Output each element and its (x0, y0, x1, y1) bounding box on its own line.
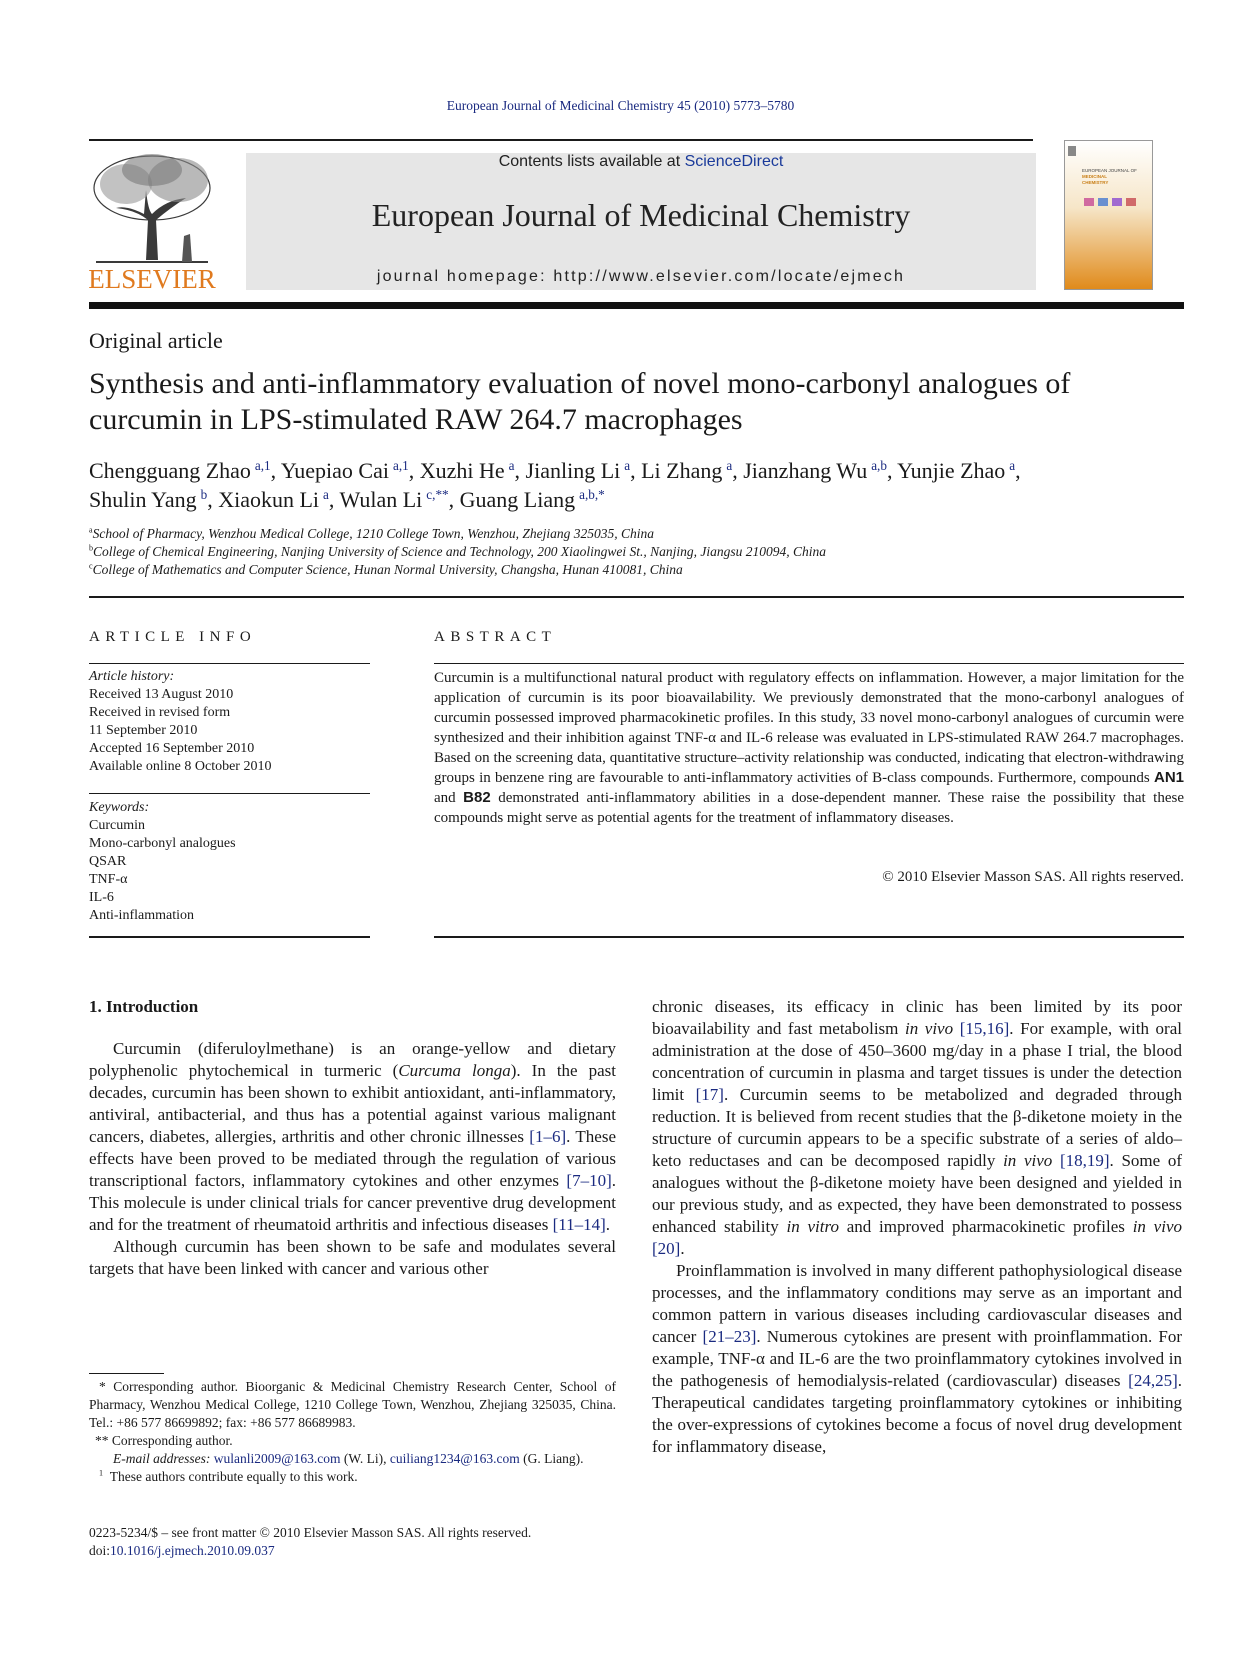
journal-title: European Journal of Medicinal Chemistry (371, 197, 911, 233)
author-separator: , (1015, 458, 1021, 483)
doi-link[interactable]: 10.1016/j.ejmech.2010.09.037 (110, 1543, 275, 1558)
citation-link[interactable]: [1–6] (529, 1127, 567, 1146)
footnote-corresponding-1: * Corresponding author. Bioorganic & Medicinal Chemistry Research Center, School of Pharmacy, Wenzhou Medical College, 1210 College Town, Wenzhou, Zhejiang 325035, China. Tel.: +86 577 86699892; fax: +86 577 86689983. (89, 1379, 616, 1430)
author-affil-mark[interactable]: a,1 (393, 457, 409, 473)
history-entry: Accepted 16 September 2010 (89, 741, 255, 756)
keyword: Mono-carbonyl analogues (89, 836, 236, 851)
citation-link[interactable]: [7–10] (566, 1171, 612, 1190)
body-text: Although curcumin has been shown to be safe and modulates several targets that have been linked with cancer and various other (89, 1237, 616, 1278)
info-rule (89, 663, 370, 664)
citation-link[interactable]: [20] (652, 1239, 681, 1258)
history-list (89, 686, 370, 776)
body-text: . (605, 1215, 611, 1234)
author-name: Guang Liang (459, 487, 576, 512)
citation-link[interactable]: [11–14] (552, 1215, 606, 1234)
author-separator: , (448, 487, 460, 512)
affiliation (89, 525, 1189, 543)
paragraph (89, 1236, 616, 1280)
author-name: Yunjie Zhao (897, 458, 1006, 483)
body-text: . Curcumin seems to be metabolized and degraded through reduction. It is believed from recent studies that the β-diketone moiety in the structure of curcumin appears to be a specific substrate of a series of aldo–keto reductases and can be decomposed rapidly (652, 1085, 1182, 1170)
keyword: Anti-inflammation (89, 908, 194, 923)
author-name: Yuepiao Cai (280, 458, 389, 483)
abstract-text (434, 668, 1184, 828)
header-thick-rule (89, 302, 1184, 309)
journal-cover (1064, 140, 1153, 290)
italic-text: in vivo (904, 1019, 954, 1038)
footnote-mark: 1 (99, 1468, 104, 1478)
paragraph (652, 1260, 1182, 1458)
affiliation-text: School of Pharmacy, Wenzhou Medical College, 1210 College Town, Wenzhou, Zhejiang 325035, China (92, 526, 654, 541)
doi-line (89, 1542, 689, 1560)
cover-title-line-2: MEDICINAL (1082, 174, 1107, 179)
italic-text: in vitro (786, 1217, 839, 1236)
history-entry: Received 13 August 2010 (89, 687, 234, 702)
keyword: IL-6 (89, 890, 114, 905)
article-type: Original article (89, 328, 223, 353)
journal-reference[interactable]: European Journal of Medicinal Chemistry 45 (2010) 5773–5780 (446, 98, 795, 113)
affiliation-rule (89, 596, 1184, 598)
body-text: Curcumin (diferuloylmethane) is an orange-yellow and dietary polyphenolic phytochemical in turmeric ( (89, 1039, 616, 1080)
history-entry: Received in revised form (89, 705, 231, 720)
footnote-rule (89, 1373, 164, 1374)
issn-line: 0223-5234/$ – see front matter © 2010 Elsevier Masson SAS. All rights reserved. (89, 1525, 532, 1540)
keyword-list (89, 817, 370, 925)
author-separator: , (328, 487, 340, 512)
elsevier-wordmark: ELSEVIER (88, 264, 216, 294)
history-label: Article history: (89, 669, 175, 684)
author-affil-mark[interactable]: a,b (871, 457, 887, 473)
abstract-bottom-rule (434, 936, 1184, 938)
author-separator: , (207, 487, 219, 512)
author-name: Shulin Yang (89, 487, 197, 512)
body-text: . Therapeutical candidates targeting proinflammatory cytokines or inhibiting the over-expressions of cytokines become a focus of novel drug development for inflammatory disease, (652, 1371, 1182, 1456)
affiliation-text: College of Chemical Engineering, Nanjing University of Science and Technology, 200 Xiaolingwei St., Nanjing, Jiangsu 210094, China (93, 544, 826, 559)
author-name: Chengguang Zhao (89, 458, 251, 483)
cover-title-line-1: EUROPEAN JOURNAL OF (1082, 168, 1137, 173)
italic-text: in vivo (1132, 1217, 1182, 1236)
front-matter (89, 1524, 689, 1560)
author-affil-mark[interactable]: a (323, 486, 329, 502)
footnote-corresponding-2: ** Corresponding author. (95, 1433, 233, 1448)
footnote-equal-contribution (89, 1468, 616, 1486)
footnote-emails (89, 1450, 616, 1468)
body-text: chronic diseases, its efficacy in clinic has been limited by its poor bioavailability and fast metabolism (652, 997, 1182, 1038)
email-link-wli[interactable]: wulanli2009@163.com (213, 1451, 341, 1466)
abstract-copyright: © 2010 Elsevier Masson SAS. All rights reserved. (882, 869, 1184, 885)
italic-text: in vivo (1003, 1151, 1053, 1170)
author-affil-mark[interactable]: a (1009, 457, 1016, 473)
history-entry: Available online 8 October 2010 (89, 759, 272, 774)
cover-image-icon (1064, 140, 1153, 290)
body-column-right (652, 996, 1182, 1458)
footnotes (89, 1378, 616, 1486)
body-text: ). In the past decades, curcumin has been shown to exhibit antioxidant, anti-inflammatory, antiviral, antibacterial, and thus has a potential against various malignant cancers, diabetes, allergies, arthritis and other chronic illnesses (89, 1061, 616, 1146)
body-text: . Numerous cytokines are present with proinflammation. For example, TNF-α and IL-6 are the two proinflammatory cytokines involved in the pathogenesis of hemodialysis-related (cardiovascular) diseases (652, 1327, 1182, 1390)
author-name: Li Zhang (641, 458, 723, 483)
info-bottom-rule (89, 936, 370, 938)
keyword: TNF-α (89, 872, 128, 887)
history-entry: 11 September 2010 (89, 723, 198, 738)
article-title: Synthesis and anti-inflammatory evaluation of novel mono-carbonyl analogues of curcumin in LPS-stimulated RAW 264.7 macrophages (89, 367, 1071, 436)
body-text: . This molecule is under clinical trials for cancer preventive drug development and for the treatment of rheumatoid arthritis and infectious diseases (89, 1171, 616, 1234)
abstract-part-2: and (434, 790, 464, 806)
abstract-heading: ABSTRACT (434, 629, 557, 645)
affiliation (89, 543, 1189, 561)
author-name: Wulan Li (339, 487, 423, 512)
paragraph (89, 1038, 616, 1236)
citation-link[interactable]: [24,25] (1128, 1371, 1178, 1390)
body-text (953, 1019, 960, 1038)
keyword: Curcumin (89, 818, 145, 833)
footnote-equal-text: These authors contribute equally to this work. (109, 1469, 358, 1484)
abstract-part-1: Curcumin is a multifunctional natural product with regulatory effects on inflammation. However, a major limitation for the application of curcumin is its poor bioavailability. We previously demonstrated that the mono-carbonyl analogues of curcumin possessed improved pharmacokinetic profiles. In this study, 33 novel mono-carbonyl analogues of curcumin were synthesized and their inhibition against TNF-α and IL-6 release was evaluated in LPS-stimulated RAW 264.7 macrophages. Based on the screening data, quantitative structure–activity relationship was conducted, indicating that electron-withdrawing groups in benzene ring are favourable to anti-inflammatory activities of B-class compounds. Furthermore, compounds (434, 670, 1184, 786)
author-separator: , (408, 458, 420, 483)
author-affil-mark[interactable]: a (508, 457, 515, 473)
keywords-rule (89, 793, 370, 794)
author-affil-mark[interactable]: c,** (426, 486, 449, 502)
citation-link[interactable]: [18,19] (1059, 1151, 1110, 1170)
body-text: . For example, with oral administration at the dose of 450–3600 mg/day in a phase I trial, the blood concentration of curcumin in plasma and target tissues is under the detection limit (652, 1019, 1182, 1104)
elsevier-logo (86, 150, 218, 294)
email-owner: (W. Li), (340, 1451, 390, 1466)
article-history (89, 668, 370, 776)
contents-prefix: Contents lists available at (498, 153, 685, 170)
citation-link[interactable]: [21–23] (702, 1327, 757, 1346)
sciencedirect-link[interactable]: ScienceDirect (684, 153, 784, 170)
abstract-rule (434, 663, 1184, 664)
keywords (89, 799, 370, 925)
compound-an1: AN1 (1153, 769, 1184, 786)
author-list (89, 456, 1189, 514)
affiliation-text: College of Mathematics and Computer Science, Hunan Normal University, Changsha, Hunan 410081, China (92, 562, 683, 577)
author-affil-mark[interactable]: a,1 (254, 457, 271, 473)
affiliation-mark: a (89, 525, 93, 535)
header-rule (89, 139, 1033, 141)
keyword: QSAR (89, 854, 127, 869)
contents-line (246, 153, 1036, 171)
body-column-left (89, 996, 616, 1280)
article-info-heading: ARTICLE INFO (89, 629, 257, 645)
body-text: . These effects have been proved to be mediated through the regulation of various transcriptional factors, inflammatory cytokines and other enzymes (89, 1127, 616, 1190)
author-separator: , (732, 458, 744, 483)
cover-title-line-3: CHEMISTRY (1082, 180, 1109, 185)
author-name: Xuzhi He (419, 458, 505, 483)
author-separator: , (270, 458, 281, 483)
italic-text: Curcuma longa (398, 1061, 511, 1080)
author-name: Jianzhang Wu (743, 458, 868, 483)
affiliation-mark: c (89, 561, 93, 571)
author-separator: , (514, 458, 526, 483)
body-text: . (680, 1239, 685, 1258)
journal-banner (246, 153, 1036, 290)
author-name: Xiaokun Li (218, 487, 320, 512)
author-affil-mark[interactable]: a,b,* (579, 486, 605, 502)
author-separator: , (886, 458, 898, 483)
keywords-label: Keywords: (89, 800, 150, 815)
paragraph (652, 996, 1182, 1260)
body-text: and improved pharmacokinetic profiles (838, 1217, 1133, 1236)
affiliations (89, 525, 1189, 579)
author-affil-mark[interactable]: a (726, 457, 733, 473)
section-heading-introduction: 1. Introduction (89, 997, 199, 1016)
email-label: E-mail addresses: (113, 1451, 211, 1466)
author-affil-mark[interactable]: b (200, 486, 208, 502)
email-link-gliang[interactable]: cuiliang1234@163.com (389, 1451, 520, 1466)
affiliation (89, 561, 1189, 579)
email-owner: (G. Liang). (519, 1451, 584, 1466)
affiliation-mark: b (89, 543, 94, 553)
author-separator: , (630, 458, 642, 483)
citation-link[interactable]: [15,16] (959, 1019, 1010, 1038)
journal-homepage[interactable]: journal homepage: http://www.elsevier.com/locate/ejmech (376, 268, 906, 285)
body-text: . Some of analogues without the β-diketone moiety have been designed and yielded in our previous study, and as expected, they have been demonstrated to possess enhanced stability (652, 1151, 1183, 1236)
compound-b82: B82 (463, 789, 491, 806)
abstract-part-3: demonstrated anti-inflammatory abilities in a dose-dependent manner. These raise the possibility that these compounds might serve as potential agents for the treatment of inflammatory diseases. (434, 790, 1184, 826)
cover-title (1082, 168, 1152, 186)
doi-label: doi: (89, 1543, 111, 1558)
author-name: Jianling Li (525, 458, 621, 483)
body-text: Proinflammation is involved in many different pathophysiological disease processes, and the inflammatory conditions may serve as an important and common pattern in various diseases including cardiovascular diseases and cancer (652, 1261, 1182, 1346)
author-affil-mark[interactable]: a (624, 457, 631, 473)
citation-link[interactable]: [17] (695, 1085, 724, 1104)
body-text (1052, 1151, 1060, 1170)
